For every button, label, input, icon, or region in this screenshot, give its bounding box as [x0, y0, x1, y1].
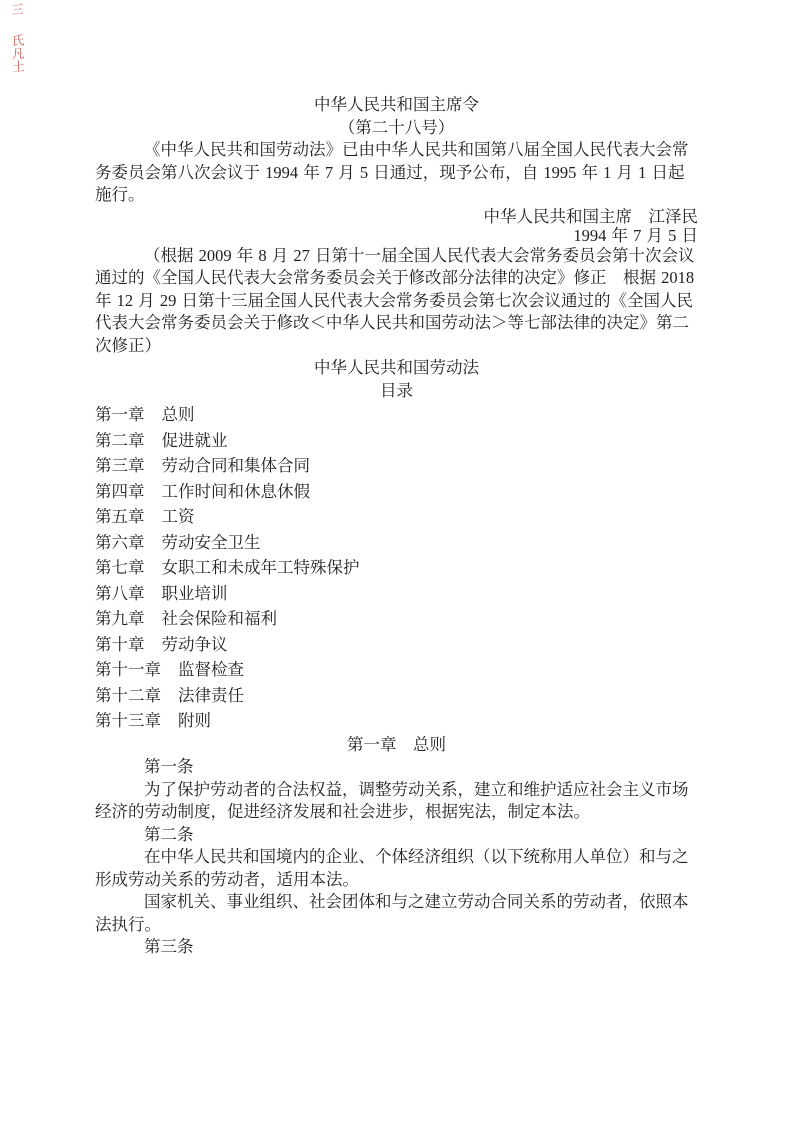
article-3-label: 第三条	[144, 937, 194, 956]
toc-item-title: 工作时间和休息休假	[161, 481, 310, 501]
toc-item-number: 第一章	[95, 405, 145, 424]
toc-item	[95, 632, 698, 658]
article-1-label: 第一条	[144, 757, 194, 776]
document-content	[95, 94, 698, 959]
toc-item-number: 第五章	[95, 507, 145, 526]
toc-item	[95, 402, 698, 428]
stamp-mark: 凡	[11, 45, 25, 62]
toc-item	[95, 657, 698, 683]
toc-item	[95, 555, 698, 581]
toc-item	[95, 606, 698, 632]
toc-item-title: 女职工和未成年工特殊保护	[161, 558, 360, 577]
red-annotation-marks	[8, 2, 27, 74]
toc-item	[95, 530, 698, 556]
decree-number: （第二十八号）	[338, 117, 455, 137]
signature-line: 中华人民共和国主席 江泽民	[483, 206, 698, 226]
decree-title: 中华人民共和国主席令	[314, 95, 479, 114]
toc-item-title: 劳动合同和集体合同	[161, 456, 310, 475]
toc-item-title: 总则	[161, 405, 195, 424]
article-2-paragraph: 国家机关、事业组织、社会团体和与之建立劳动合同关系的劳动者，依照本法执行。	[95, 892, 689, 934]
toc-item-number: 第十三章	[95, 711, 161, 730]
amendment-note: （根据 2009 年 8 月 27 日第十一届全国人民代表大会常务委员会第十次会议通过的《全国人民代表大会常务委员会关于修改部分法律的决定》修正 根据 2018 年 12 月 29 日第十三届全国人民代表大会常务委员会第七次会议通过的《全国人民代表大会常务委员会关于修改＜中华人民共和国劳动法＞等七部法律的决定》第二次修正）	[95, 245, 695, 355]
toc-item-number: 第四章	[95, 481, 145, 501]
toc-item-title: 劳动争议	[161, 634, 228, 654]
toc-item-number: 第七章	[95, 558, 145, 577]
toc-item-title: 促进就业	[161, 430, 228, 450]
toc-item-title: 法律责任	[178, 685, 244, 705]
toc-item-title: 工资	[161, 507, 195, 526]
article-1-paragraph: 为了保护劳动者的合法权益，调整劳动关系，建立和维护适应社会主义市场经济的劳动制度，促进经济发展和社会进步，根据宪法，制定本法。	[95, 779, 689, 821]
toc-item-number: 第二章	[95, 430, 145, 450]
promulgation-paragraph: 《中华人民共和国劳动法》已由中华人民共和国第八届全国人民代表大会常务委员会第八次会议于 1994 年 7 月 5 日通过，现予公布，自 1995 年 1 月 1 日起施行。	[95, 140, 689, 204]
toc-item	[95, 683, 698, 709]
toc-item-number: 第十二章	[95, 685, 161, 705]
toc-item-number: 第八章	[95, 583, 145, 603]
table-of-contents	[95, 402, 698, 734]
toc-heading: 目录	[380, 380, 413, 400]
toc-item-title: 社会保险和福利	[161, 609, 277, 628]
toc-item-title: 附则	[178, 711, 211, 730]
toc-item-number: 第九章	[95, 609, 145, 628]
toc-item-number: 第三章	[95, 456, 145, 475]
toc-item	[95, 504, 698, 530]
stamp-mark: 氏	[11, 32, 25, 49]
stamp-mark: 三	[11, 1, 24, 18]
toc-item	[95, 453, 698, 479]
chapter-1-heading: 第一章 总则	[347, 734, 446, 754]
stamp-mark: 土	[12, 58, 25, 75]
toc-item-title: 职业培训	[161, 583, 228, 603]
toc-item-number: 第十章	[95, 634, 145, 654]
law-title: 中华人民共和国劳动法	[314, 358, 479, 377]
toc-item	[95, 708, 698, 734]
signature-date: 1994 年 7 月 5 日	[573, 225, 698, 245]
toc-item-title: 监督检查	[178, 660, 244, 679]
toc-item	[95, 479, 698, 505]
toc-item	[95, 581, 698, 607]
toc-item	[95, 428, 698, 454]
toc-item-number: 第六章	[95, 532, 145, 552]
article-2-label: 第二条	[144, 824, 194, 844]
article-2-paragraph: 在中华人民共和国境内的企业、个体经济组织（以下统称用人单位）和与之形成劳动关系的劳动者，适用本法。	[95, 847, 689, 889]
toc-item-title: 劳动安全卫生	[161, 532, 261, 552]
toc-item-number: 第十一章	[95, 660, 161, 679]
